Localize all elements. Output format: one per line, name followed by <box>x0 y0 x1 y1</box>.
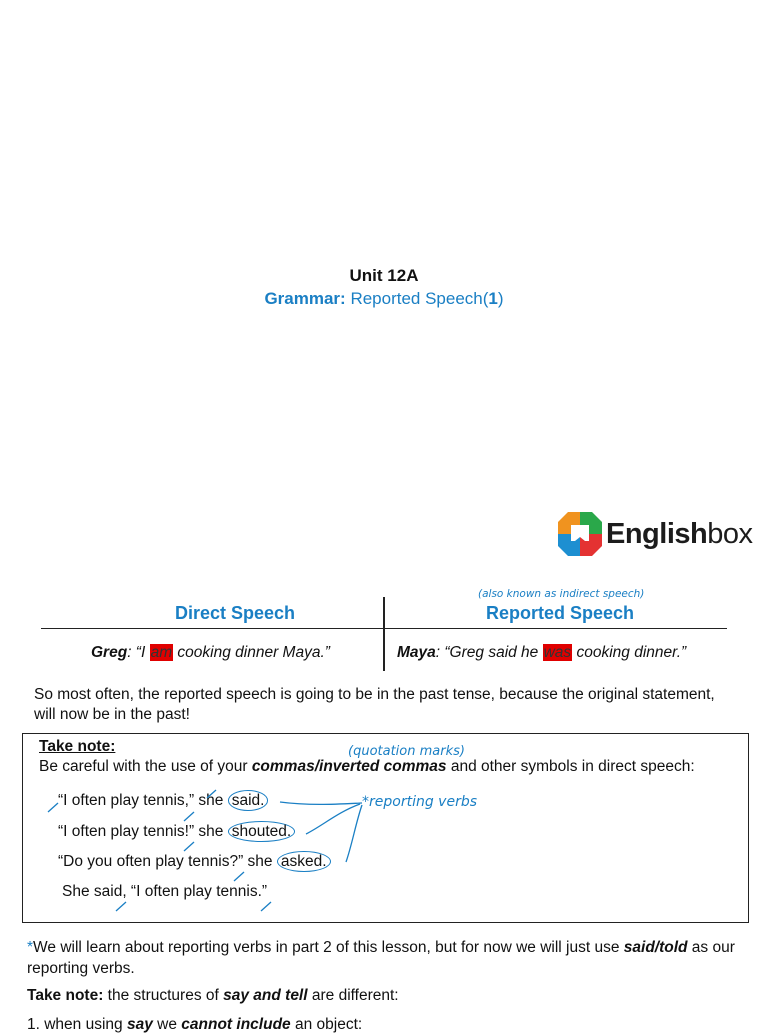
table-divider-vertical <box>383 597 385 671</box>
highlight-was: was <box>543 644 572 661</box>
reporting-verbs-info: *We will learn about reporting verbs in part 2 of this lesson, but for now we will just use said/told as our reporting verbs. <box>27 939 735 977</box>
circled-verb-asked: asked. <box>277 851 331 872</box>
unit-title: Unit 12A <box>349 266 419 285</box>
reported-speech-heading: Reported Speech <box>485 603 635 623</box>
circled-verb-said: said. <box>228 790 269 811</box>
reporting-verbs-note: *reporting verbs <box>362 794 478 810</box>
say-rule-1: 1. when using say we cannot include an object: <box>27 1016 363 1033</box>
example-shouted: “I often play tennis!” she shouted. <box>58 823 295 841</box>
take-note-label: Take note: <box>39 738 116 755</box>
englishbox-logo <box>558 512 753 556</box>
past-tense-explanation: So most often, the reported speech is going to be in the past tense, because the original statement, will now be in the past! <box>34 686 715 723</box>
englishbox-logo-text: Englishbox <box>606 517 753 550</box>
direct-speech-example: Greg: “I am cooking dinner Maya.” <box>91 644 330 661</box>
grammar-topic: Reported Speech( <box>350 289 489 308</box>
grammar-title <box>0 289 768 309</box>
englishbox-logo-icon <box>558 512 602 556</box>
highlight-am: am <box>150 644 173 661</box>
commas-note: Be careful with the use of your commas/inverted commas and other symbols in direct speech: <box>39 758 695 775</box>
example-said: “I often play tennis,” she said. <box>58 792 268 810</box>
quotation-marks-note: (quotation marks) <box>348 744 465 759</box>
grammar-close-paren: ) <box>497 289 504 308</box>
direct-speech-heading: Direct Speech <box>174 603 296 623</box>
grammar-part-number: 1 <box>488 289 498 308</box>
example-she-said: She said, “I often play tennis.” <box>62 883 268 900</box>
circled-verb-shouted: shouted. <box>228 821 295 842</box>
grammar-label: Grammar: <box>264 289 346 308</box>
reported-speech-example: Maya: “Greg said he was cooking dinner.” <box>397 644 687 661</box>
example-asked: “Do you often play tennis?” she asked. <box>58 853 331 871</box>
say-tell-note: Take note: the structures of say and tell are different: <box>27 987 399 1004</box>
indirect-speech-note: (also known as indirect speech) <box>478 588 645 600</box>
